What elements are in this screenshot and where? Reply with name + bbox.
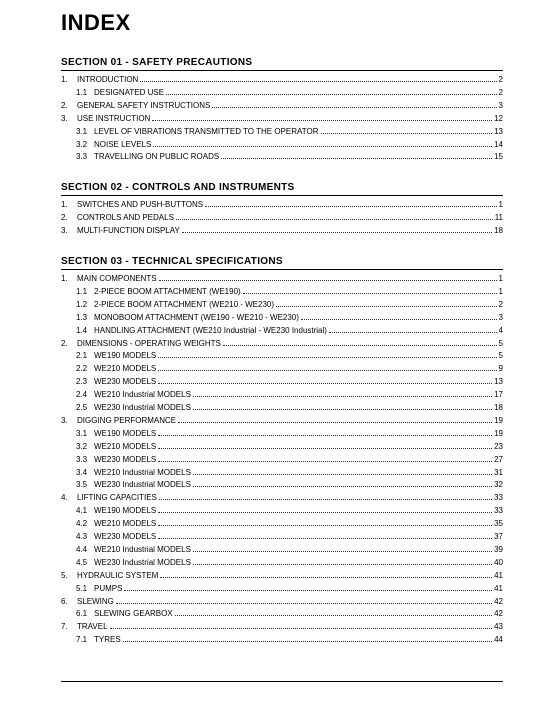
toc-entry-number: 1.3 (76, 312, 88, 322)
toc-entry-page: 9 (498, 364, 503, 374)
toc-entry-number: 4. (61, 493, 68, 503)
toc-entry-title: WE230 MODELS (94, 532, 157, 541)
dot-leader (158, 512, 492, 513)
toc-entry-title: LEVEL OF VIBRATIONS TRANSMITTED TO THE OPERATOR (94, 126, 319, 136)
toc-entry[interactable] (61, 85, 503, 97)
toc-entry-number: 2.3 (76, 377, 88, 387)
toc-entry-title: DESIGNATED USE (94, 87, 165, 97)
dot-leader (158, 538, 492, 539)
index-title: INDEX (61, 10, 131, 35)
dot-leader (212, 107, 496, 108)
toc-entry-number: 3.3 (76, 454, 88, 464)
dot-leader (223, 345, 497, 346)
toc-entry-title: TRAVELLING ON PUBLIC ROADS (94, 152, 220, 162)
dot-leader (175, 615, 492, 616)
dot-leader (329, 332, 497, 333)
toc-entry-number: 2.1 (76, 351, 88, 361)
dot-leader (243, 293, 497, 294)
toc-entry-title: WE190 MODELS (94, 351, 157, 361)
dot-leader (301, 319, 497, 320)
toc-entry-page: 2 (498, 299, 503, 309)
dot-leader (158, 525, 492, 526)
toc-entry-page: 1 (498, 274, 503, 283)
section-rule (61, 195, 503, 196)
toc-entry-title: WE190 MODELS (94, 506, 157, 516)
toc-entry[interactable] (61, 197, 503, 209)
toc-entry-title: WE210 MODELS (94, 364, 157, 374)
dot-leader (123, 641, 492, 642)
toc-entry[interactable] (61, 310, 503, 322)
toc-entry-number: 3.4 (76, 467, 88, 477)
toc-entry[interactable] (61, 400, 503, 412)
toc-entry-number: 1. (61, 274, 68, 283)
toc-entry[interactable] (61, 271, 503, 283)
toc-entry-page: 11 (494, 212, 503, 222)
toc-entry-number: 3.1 (76, 428, 88, 438)
toc-entry-page: 31 (494, 467, 503, 477)
toc-entry-page: 17 (494, 390, 503, 400)
section-rule (61, 269, 503, 270)
dot-leader (158, 461, 492, 462)
dot-leader (160, 577, 492, 578)
toc-entry-number: 6.1 (76, 609, 88, 619)
toc-entry-page: 42 (494, 609, 503, 619)
toc-entry[interactable] (61, 111, 503, 123)
section-title: SECTION 01 - SAFETY PRECAUTIONS (61, 57, 253, 68)
toc-entry-page: 39 (494, 544, 503, 554)
toc-entry-page: 19 (494, 415, 503, 425)
toc-entry-page: 18 (494, 225, 503, 235)
toc-entry-title: MAIN COMPONENTS (77, 274, 157, 283)
dot-leader (193, 486, 492, 487)
toc-entry-page: 1 (498, 200, 503, 209)
toc-entry-page: 3 (498, 312, 503, 322)
toc-entry-page: 35 (494, 519, 503, 529)
toc-entry-title: MULTI-FUNCTION DISPLAY (77, 225, 180, 235)
dot-leader (152, 120, 492, 121)
toc-entry-page: 33 (494, 506, 503, 516)
toc-entry-title: WE230 Industrial MODELS (94, 403, 191, 412)
toc-entry-number: 4.1 (76, 506, 88, 516)
toc-entry[interactable] (61, 348, 503, 360)
toc-entry-page: 33 (494, 493, 503, 503)
toc-entry-number: 2. (61, 212, 68, 222)
dot-leader (193, 474, 492, 475)
toc-entry[interactable] (61, 361, 503, 373)
toc-entry[interactable] (61, 555, 503, 567)
toc-entry-title: TRAVEL (77, 622, 108, 632)
dot-leader (153, 146, 492, 147)
toc-entry-page: 32 (494, 480, 503, 490)
section-title: SECTION 03 - TECHNICAL SPECIFICATIONS (61, 256, 283, 267)
dot-leader (193, 564, 492, 565)
dot-leader (182, 232, 492, 233)
toc-entry-title: WE210 Industrial MODELS (94, 467, 191, 477)
toc-entry-number: 3.3 (76, 152, 88, 162)
toc-entry-number: 1.1 (76, 286, 88, 296)
toc-entry-number: 3. (61, 225, 68, 235)
toc-entry-title: USE INSTRUCTION (77, 113, 151, 123)
toc-entry[interactable] (61, 413, 503, 425)
toc-entry-number: 3.2 (76, 441, 88, 451)
toc-entry-page: 14 (494, 139, 503, 149)
dot-leader (205, 206, 496, 207)
toc-entry-number: 5.1 (76, 583, 88, 593)
toc-entry[interactable] (61, 490, 503, 502)
toc-entry-title: WE230 MODELS (94, 377, 157, 387)
toc-entry-title: WE210 Industrial MODELS (94, 390, 191, 400)
toc-entry-title: GENERAL SAFETY INSTRUCTIONS (77, 100, 211, 110)
toc-entry[interactable] (61, 336, 503, 348)
dot-leader (158, 448, 492, 449)
toc-entry[interactable] (61, 374, 503, 386)
toc-entry-number: 5. (61, 570, 68, 580)
toc-entry-number: 7.1 (76, 635, 88, 645)
dot-leader (176, 219, 493, 220)
toc-entry-number: 1.2 (76, 299, 88, 309)
toc-entry-page: 42 (494, 596, 503, 606)
dot-leader (158, 435, 492, 436)
toc-entry[interactable] (61, 581, 503, 593)
toc-entry[interactable] (61, 465, 503, 477)
toc-entry-page: 41 (494, 583, 503, 593)
toc-entry-title: DIMENSIONS - OPERATING WEIGHTS (77, 338, 221, 348)
toc-entry-number: 3.1 (76, 126, 88, 136)
toc-entry-number: 3. (61, 415, 68, 425)
toc-entry-page: 27 (494, 454, 503, 464)
toc-entry[interactable] (61, 284, 503, 296)
toc-entry-page: 5 (498, 351, 503, 361)
toc-entry[interactable] (61, 323, 503, 335)
toc-entry-page: 5 (498, 338, 503, 348)
toc-entry-title: WE230 Industrial MODELS (94, 557, 191, 567)
toc-entry-page: 4 (498, 325, 503, 335)
toc-entry-page: 40 (494, 557, 503, 567)
toc-entry-title: WE210 MODELS (94, 441, 157, 451)
toc-entry-page: 3 (498, 100, 503, 110)
toc-entry-number: 4.2 (76, 519, 88, 529)
toc-entry-page: 2 (498, 75, 503, 84)
toc-entry-number: 4.5 (76, 557, 88, 567)
toc-entry-page: 15 (494, 152, 503, 162)
toc-entry[interactable] (61, 619, 503, 631)
toc-entry-page: 12 (494, 113, 503, 123)
toc-entry-number: 2.5 (76, 403, 88, 412)
toc-entry-number: 1.4 (76, 325, 88, 335)
toc-entry[interactable] (61, 516, 503, 528)
dot-leader (158, 370, 496, 371)
toc-entry-title: DIGGING PERFORMANCE (77, 415, 177, 425)
toc-entry-title: CONTROLS AND PEDALS (77, 212, 174, 222)
toc-entry-number: 2. (61, 338, 68, 348)
dot-leader (276, 306, 497, 307)
dot-leader (110, 628, 493, 629)
toc-entry-page: 41 (494, 570, 503, 580)
toc-entry-number: 6. (61, 596, 68, 606)
toc-entry-number: 2.2 (76, 364, 88, 374)
dot-leader (140, 81, 496, 82)
toc-entry[interactable] (61, 606, 503, 618)
toc-entry[interactable] (61, 452, 503, 464)
toc-entry-number: 4.3 (76, 532, 88, 541)
dot-leader (166, 94, 496, 95)
footer-rule (61, 681, 503, 682)
toc-entry[interactable] (61, 568, 503, 580)
toc-entry-page: 13 (494, 126, 503, 136)
toc-entry-title: WE210 MODELS (94, 519, 157, 529)
toc-entry-title: WE230 Industrial MODELS (94, 480, 191, 490)
toc-entry[interactable] (61, 98, 503, 110)
toc-entry-title: MONOBOOM ATTACHMENT (WE190 - WE210 - WE230) (94, 312, 299, 322)
dot-leader (124, 590, 492, 591)
toc-entry[interactable] (61, 137, 503, 149)
toc-entry-title: HANDLING ATTACHMENT (WE210 Industrial - WE230 Industrial) (94, 325, 327, 335)
toc-entry-title: TYRES (94, 635, 121, 645)
dot-leader (321, 133, 493, 134)
toc-entry-title: HYDRAULIC SYSTEM (77, 570, 159, 580)
toc-entry-page: 43 (494, 622, 503, 632)
toc-entry[interactable] (61, 124, 503, 136)
toc-entry-page: 23 (494, 441, 503, 451)
dot-leader (159, 280, 497, 281)
toc-entry-title: SWITCHES AND PUSH-BUTTONS (77, 200, 204, 209)
toc-entry-number: 2.4 (76, 390, 88, 400)
dot-leader (158, 383, 492, 384)
toc-entry-page: 18 (494, 403, 503, 412)
dot-leader (193, 396, 492, 397)
toc-entry-title: PUMPS (94, 583, 123, 593)
toc-entry[interactable] (61, 477, 503, 489)
toc-entry-title: WE190 MODELS (94, 428, 157, 438)
toc-entry-page: 2 (498, 87, 503, 97)
toc-entry-number: 2. (61, 100, 68, 110)
toc-entry-title: SLEWING GEARBOX (94, 609, 173, 619)
toc-entry-number: 3.2 (76, 139, 88, 149)
toc-entry[interactable] (61, 426, 503, 438)
toc-entry-page: 1 (498, 286, 503, 296)
toc-entry[interactable] (61, 297, 503, 309)
toc-entry-number: 1.1 (76, 87, 88, 97)
toc-entry-page: 37 (494, 532, 503, 541)
toc-entry-title: WE230 MODELS (94, 454, 157, 464)
toc-entry-title: INTRODUCTION (77, 75, 139, 84)
dot-leader (178, 422, 492, 423)
toc-entry-number: 3.5 (76, 480, 88, 490)
dot-leader (193, 551, 492, 552)
toc-entry-title: WE210 Industrial MODELS (94, 544, 191, 554)
toc-entry-number: 1. (61, 200, 68, 209)
toc-entry[interactable] (61, 594, 503, 606)
toc-entry-page: 13 (494, 377, 503, 387)
section-rule (61, 70, 503, 71)
toc-entry-title: NOISE LEVELS (94, 139, 152, 149)
toc-entry[interactable] (61, 439, 503, 451)
toc-entry[interactable] (61, 210, 503, 222)
toc-entry-number: 1. (61, 75, 68, 84)
toc-entry[interactable] (61, 149, 503, 161)
toc-entry[interactable] (61, 503, 503, 515)
toc-entry-page: 19 (494, 428, 503, 438)
toc-entry[interactable] (61, 387, 503, 399)
toc-entry-number: 7. (61, 622, 68, 632)
dot-leader (193, 409, 492, 410)
toc-entry-number: 4.4 (76, 544, 88, 554)
toc-entry[interactable] (61, 223, 503, 235)
dot-leader (116, 603, 492, 604)
toc-entry[interactable] (61, 72, 503, 84)
toc-entry-title: 2-PIECE BOOM ATTACHMENT (WE190) (94, 286, 241, 296)
toc-entry-number: 3. (61, 113, 68, 123)
toc-entry[interactable] (61, 632, 503, 644)
dot-leader (221, 158, 492, 159)
dot-leader (158, 357, 496, 358)
toc-entry-title: LIFTING CAPACITIES (77, 493, 157, 503)
section-title: SECTION 02 - CONTROLS AND INSTRUMENTS (61, 182, 295, 193)
toc-entry[interactable] (61, 542, 503, 554)
toc-entry-title: SLEWING (77, 596, 114, 606)
toc-entry[interactable] (61, 529, 503, 541)
toc-entry-page: 44 (494, 635, 503, 645)
toc-entry-title: 2-PIECE BOOM ATTACHMENT (WE210 - WE230) (94, 299, 275, 309)
dot-leader (159, 499, 492, 500)
